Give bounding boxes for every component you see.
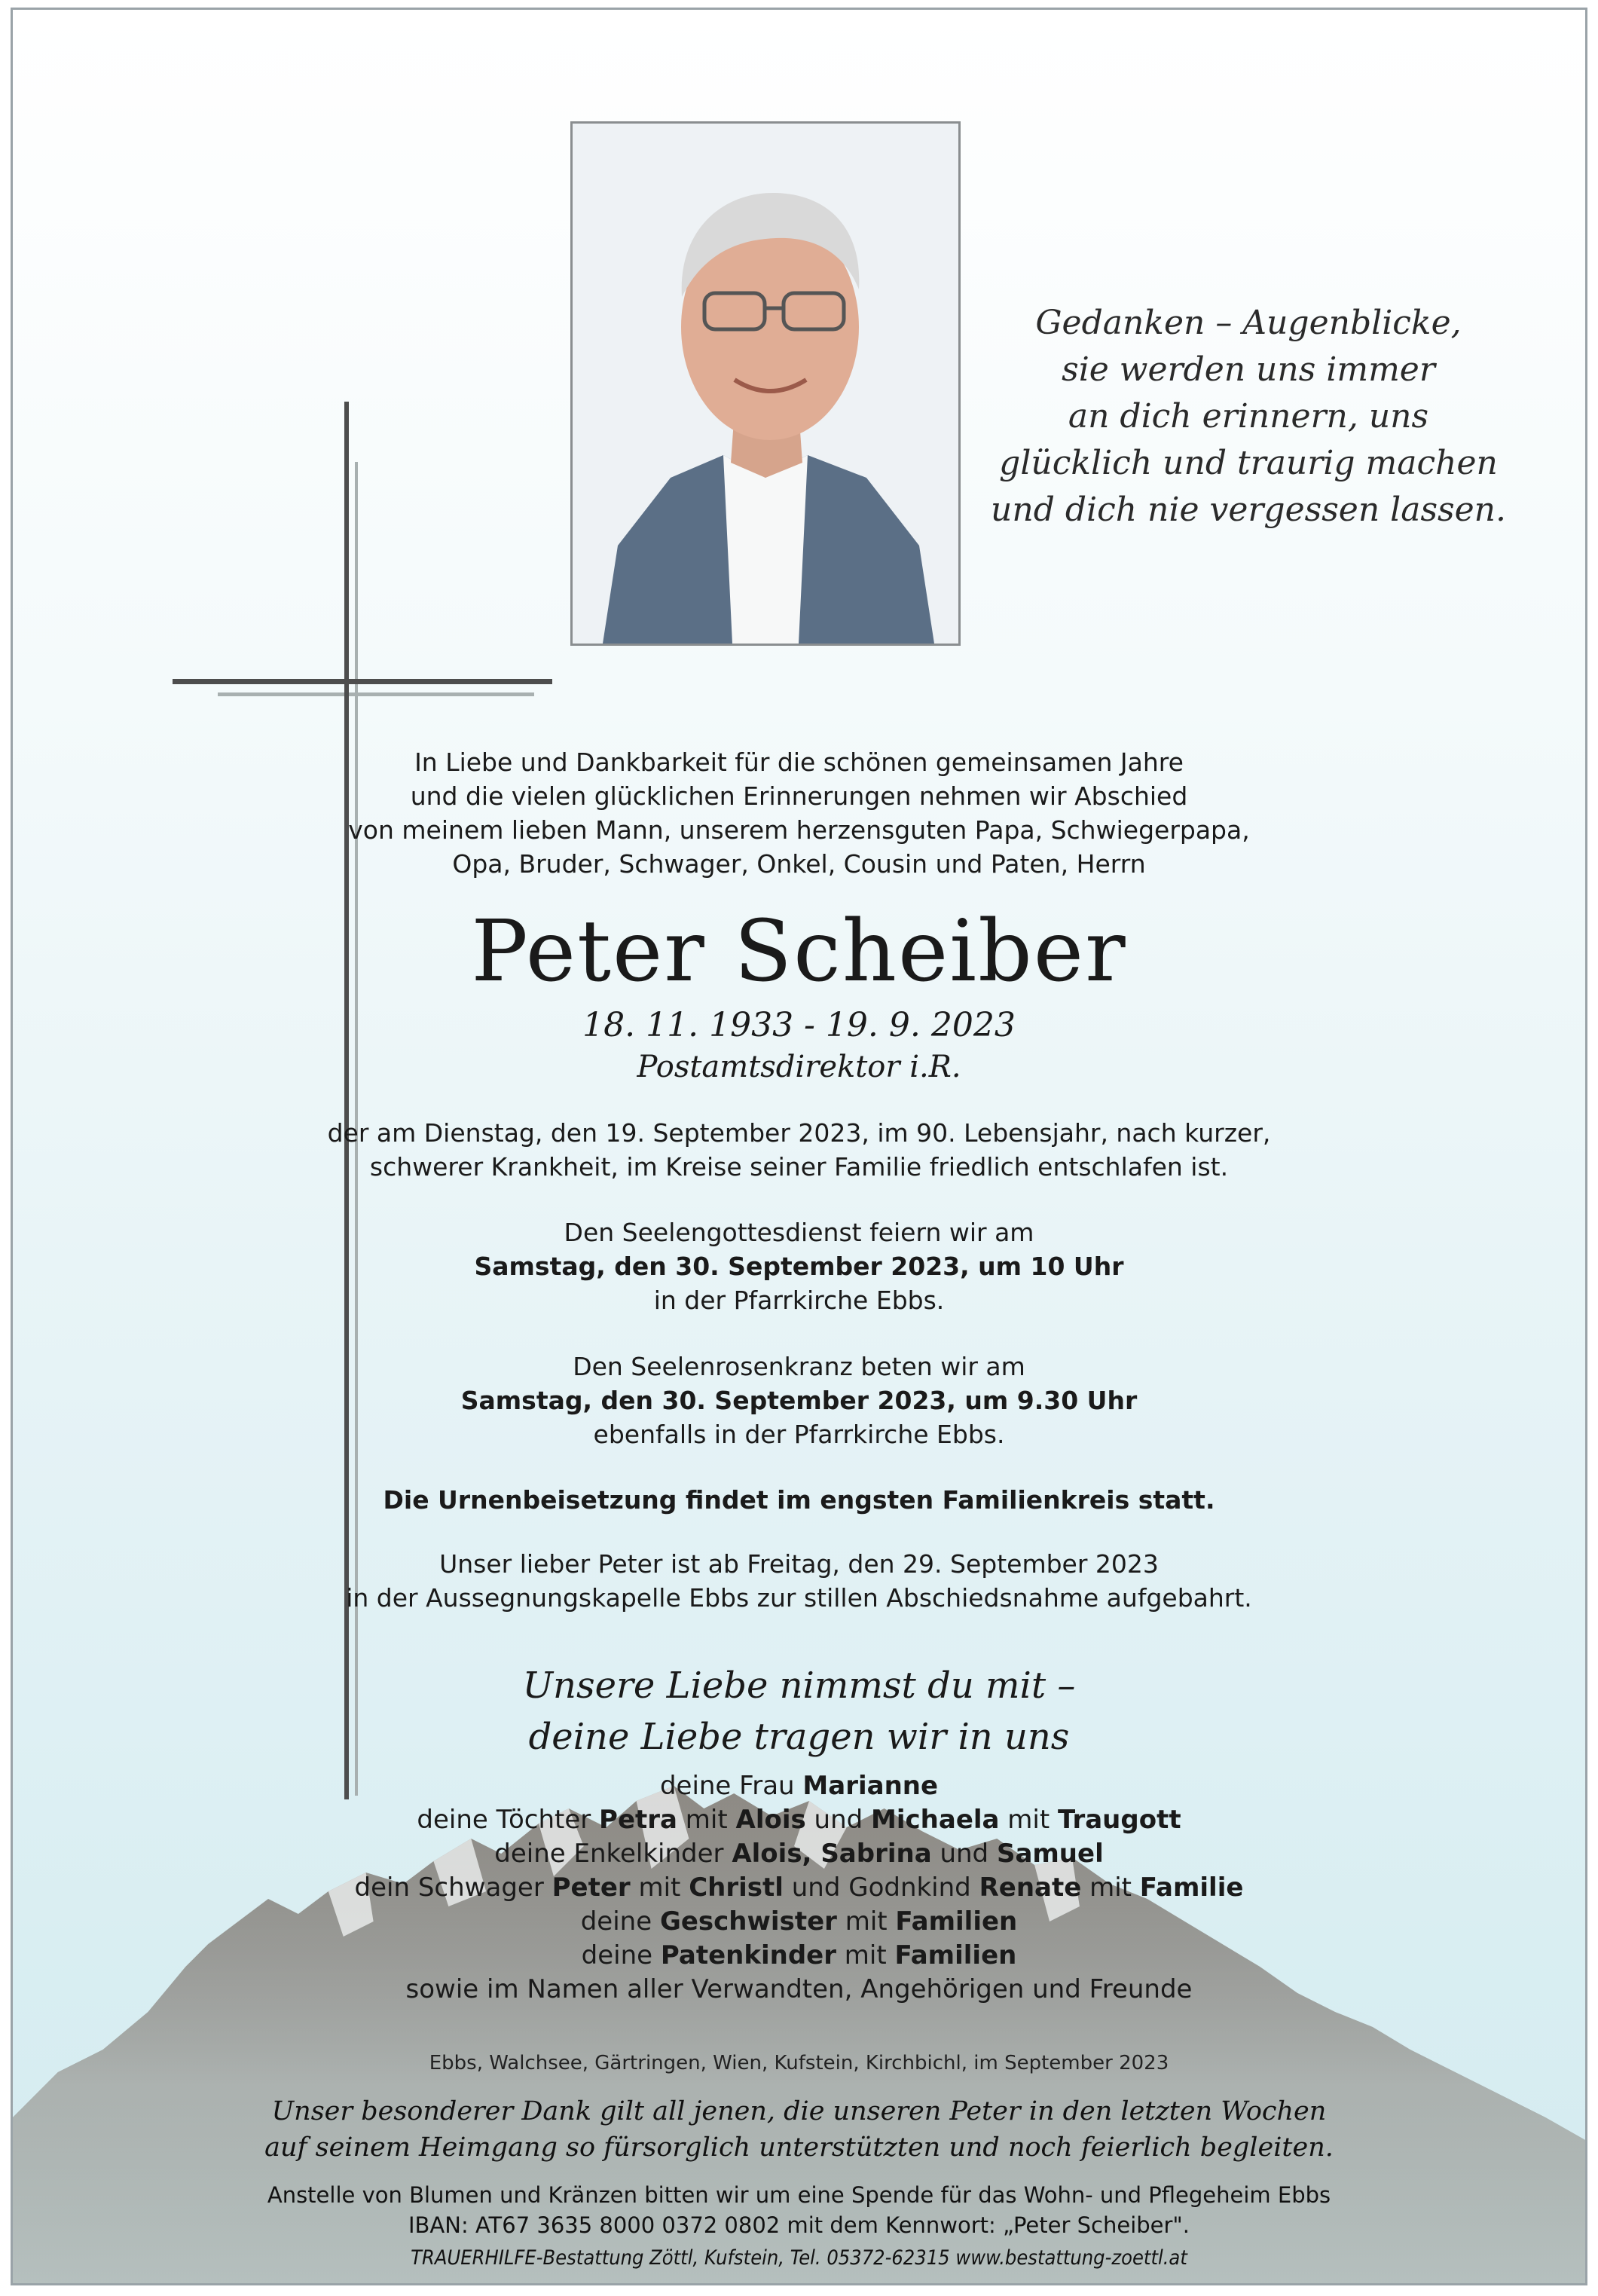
intro-line: Opa, Bruder, Schwager, Onkel, Cousin und Paten, Herrn	[452, 849, 1146, 879]
obituary-card	[11, 8, 1587, 2285]
thanks-line: auf seinem Heimgang so fürsorglich unterstützten und noch feierlich begleiten.	[264, 2132, 1334, 2163]
intro-line: und die vielen glücklichen Erinnerungen nehmen wir Abschied	[410, 781, 1188, 811]
mourner-name: Peter	[552, 1873, 631, 1903]
intro-text	[13, 745, 1585, 881]
mourner-name: Alois	[735, 1805, 806, 1835]
mourner-line	[13, 1803, 1585, 1837]
viewing-info	[13, 1547, 1585, 1615]
cross-shadow-horizontal	[218, 692, 534, 696]
mourner-text: mit	[1081, 1873, 1140, 1903]
mourner-text: und	[931, 1839, 997, 1869]
donation-line: Anstelle von Blumen und Kränzen bitten wir um eine Spende für das Wohn- und Pflegeheim Ebbs	[267, 2182, 1331, 2208]
rosary-date: Samstag, den 30. September 2023, um 9.30 Uhr	[460, 1386, 1138, 1415]
mourner-text: mit	[999, 1805, 1058, 1835]
mourner-line	[13, 1769, 1585, 1803]
mourner-text: mit	[836, 1940, 895, 1970]
mourner-text: und	[805, 1805, 872, 1835]
places-date: Ebbs, Walchsee, Gärtringen, Wien, Kufstein, Kirchbichl, im September 2023	[429, 2052, 1169, 2074]
mourner-name: Michaela	[871, 1805, 1000, 1835]
portrait-illustration	[573, 124, 958, 644]
poem	[962, 300, 1535, 533]
mourner-text: mit	[630, 1873, 689, 1903]
cross-horizontal-bar	[173, 679, 552, 684]
intro-line: In Liebe und Dankbarkeit für die schönen gemeinsamen Jahre	[414, 747, 1184, 777]
rosary-location: ebenfalls in der Pfarrkirche Ebbs.	[593, 1420, 1005, 1449]
mourner-name: Traugott	[1058, 1805, 1181, 1835]
motto	[13, 1660, 1585, 1763]
mass-info	[13, 1215, 1585, 1317]
poem-line: glücklich und traurig machen	[999, 444, 1498, 482]
mourner-name: Petra	[599, 1805, 677, 1835]
mourner-name: Geschwister	[659, 1906, 837, 1937]
passing-text	[13, 1116, 1585, 1184]
mourner-text: deine	[581, 1940, 661, 1970]
mourner-text: und Godnkind	[783, 1873, 979, 1903]
portrait-photo	[570, 121, 961, 646]
deceased-title: Postamtsdirektor i.R.	[637, 1050, 961, 1084]
mass-date: Samstag, den 30. September 2023, um 10 Uhr	[474, 1252, 1124, 1281]
mass-location: in der Pfarrkirche Ebbs.	[653, 1286, 945, 1315]
mourner-name: Patenkinder	[660, 1940, 836, 1970]
viewing-line: in der Aussegnungskapelle Ebbs zur stillen Abschiedsnahme aufgebahrt.	[346, 1583, 1252, 1613]
viewing-line: Unser lieber Peter ist ab Freitag, den 29. September 2023	[439, 1549, 1159, 1579]
mourner-name: Familien	[894, 1940, 1017, 1970]
rosary-line: Den Seelenrosenkranz beten wir am	[573, 1352, 1025, 1381]
mourner-text: deine Enkelkinder	[494, 1839, 732, 1869]
mourner-text: mit	[836, 1906, 896, 1937]
mourner-text: deine	[580, 1906, 660, 1937]
mourner-text: mit	[677, 1805, 736, 1835]
passing-line: schwerer Krankheit, im Kreise seiner Familie friedlich entschlafen ist.	[369, 1152, 1229, 1182]
mourner-name: Samuel	[996, 1839, 1104, 1869]
mourner-name: Christl	[689, 1873, 784, 1903]
mourner-name: Renate	[979, 1873, 1082, 1903]
thanks-line: Unser besonderer Dank gilt all jenen, die unseren Peter in den letzten Wochen	[271, 2096, 1327, 2126]
mourner-line	[13, 1905, 1585, 1939]
passing-line: der am Dienstag, den 19. September 2023, im 90. Lebensjahr, nach kurzer,	[327, 1118, 1271, 1148]
donation-text	[13, 2180, 1585, 2240]
mourner-line	[13, 1939, 1585, 1973]
funeral-home-footer: TRAUERHILFE-Bestattung Zöttl, Kufstein, Tel. 05372-62315 www.bestattung-zoettl.at	[411, 2246, 1187, 2270]
mourner-name: Familie	[1139, 1873, 1244, 1903]
deceased-name: Peter Scheiber	[471, 903, 1127, 1001]
motto-line: deine Liebe tragen wir in uns	[528, 1716, 1070, 1758]
mass-line: Den Seelengottesdienst feiern wir am	[564, 1218, 1034, 1247]
urn-notice: Die Urnenbeisetzung findet im engsten Familienkreis statt.	[383, 1485, 1215, 1515]
mourner-name: Marianne	[802, 1771, 939, 1801]
poem-line: Gedanken – Augenblicke,	[1035, 304, 1462, 342]
poem-line: und dich nie vergessen lassen.	[991, 491, 1506, 529]
poem-line: an dich erinnern, uns	[1068, 397, 1429, 436]
mourner-line	[13, 1871, 1585, 1905]
motto-line: Unsere Liebe nimmst du mit –	[522, 1665, 1076, 1707]
mourner-name: Alois, Sabrina	[732, 1839, 932, 1869]
rosary-info	[13, 1350, 1585, 1451]
mourner-text: deine Frau	[659, 1771, 803, 1801]
intro-line: von meinem lieben Mann, unserem herzensguten Papa, Schwiegerpapa,	[348, 815, 1250, 845]
poem-line: sie werden uns immer	[1062, 350, 1435, 389]
mourner-name: Familien	[895, 1906, 1018, 1937]
mourners-list	[13, 1769, 1585, 2007]
mourner-line	[13, 1837, 1585, 1871]
mourner-text: deine Töchter	[417, 1805, 600, 1835]
mourner-text: dein Schwager	[354, 1873, 552, 1903]
donation-line: IBAN: AT67 3635 8000 0372 0802 mit dem Kennwort: „Peter Scheiber".	[408, 2212, 1190, 2238]
mourner-line: sowie im Namen aller Verwandten, Angehörigen und Freunde	[405, 1974, 1193, 2004]
life-dates: 18. 11. 1933 - 19. 9. 2023	[582, 1006, 1016, 1044]
thanks-text	[13, 2093, 1585, 2166]
